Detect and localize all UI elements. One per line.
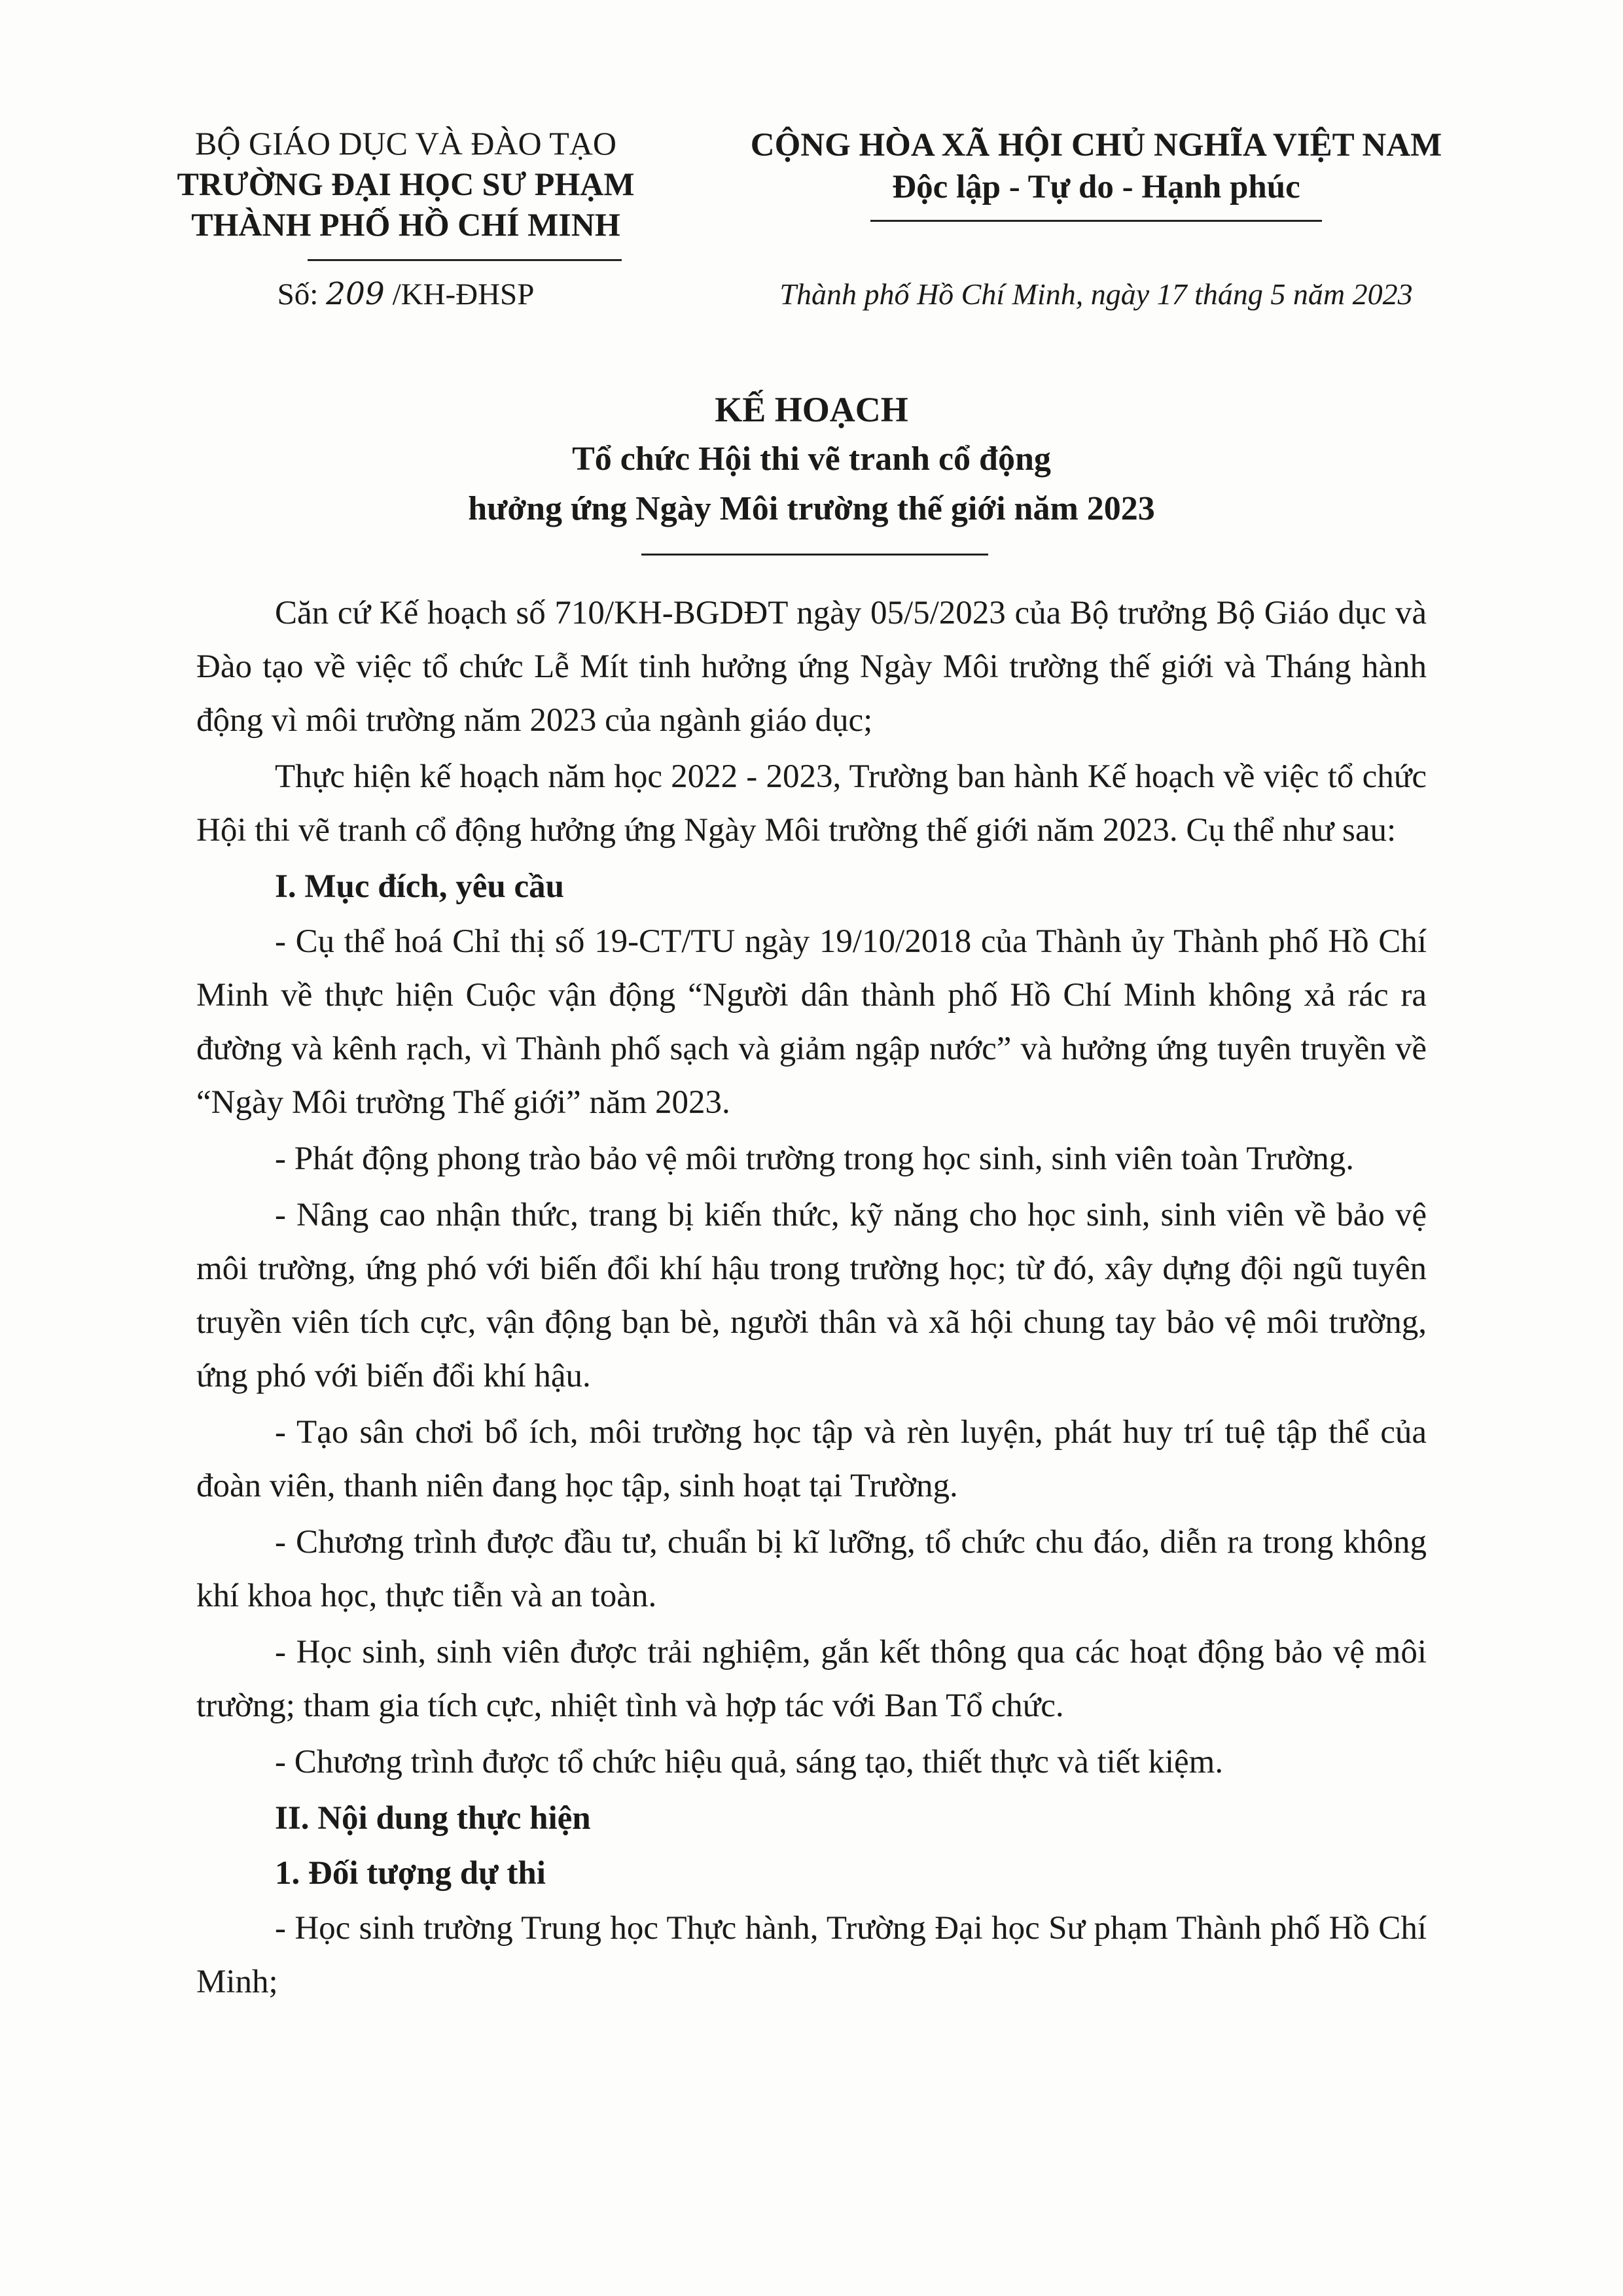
document-number-prefix: Số:: [277, 277, 327, 311]
issuer-underline: [308, 259, 622, 261]
date-prefix: Thành phố Hồ Chí Minh, ngày: [779, 277, 1157, 311]
bullet-item: - Cụ thể hoá Chỉ thị số 19-CT/TU ngày 19/10/2018 của Thành ủy Thành phố Hồ Chí Minh về thực hiện Cuộc vận động “Người dân thành phố Hồ Chí Minh không xả rác ra đường và kênh rạch, vì Thành phố sạch và giảm ngập nước” và hưởng ứng tuyên truyền về “Ngày Môi trường Thế giới” năm 2023.: [196, 923, 1427, 1121]
school-name-line1: TRƯỜNG ĐẠI HỌC SƯ PHẠM: [177, 166, 635, 202]
bullet-item: - Chương trình được tổ chức hiệu quả, sáng tạo, thiết thực và tiết kiệm.: [275, 1744, 1224, 1780]
bullet-item: - Học sinh, sinh viên được trải nghiệm, gắn kết thông qua các hoạt động bảo vệ môi trường; tham gia tích cực, nhiệt tình và hợp tác với Ban Tổ chức.: [196, 1634, 1427, 1724]
motto-underline: [870, 220, 1322, 222]
title-sub-1: Tổ chức Hội thi vẽ tranh cổ động: [572, 440, 1051, 478]
subsection-heading-participants: 1. Đối tượng dự thi: [275, 1855, 546, 1892]
section-heading-purpose: I. Mục đích, yêu cầu: [275, 868, 565, 905]
school-name-line2: THÀNH PHỐ HỒ CHÍ MINH: [191, 206, 620, 243]
bullet-item: - Phát động phong trào bảo vệ môi trường trong học sinh, sinh viên toàn Trường.: [275, 1140, 1355, 1177]
national-header: [740, 124, 1453, 208]
paragraph-implementation: Thực hiện kế hoạch năm học 2022 - 2023, Trường ban hành Kế hoạch về việc tổ chức Hội thi vẽ tranh cổ động hưởng ứng Ngày Môi trường thế giới năm 2023. Cụ thể như sau:: [196, 758, 1427, 849]
bullet-item: - Nâng cao nhận thức, trang bị kiến thức, kỹ năng cho học sinh, sinh viên về bảo vệ môi trường, ứng phó với biến đổi khí hậu trong trường học; từ đó, xây dựng đội ngũ tuyên truyền viên tích cực, vận động bạn bè, người thân và xã hội chung tay bảo vệ môi trường, ứng phó với biến đổi khí hậu.: [196, 1197, 1427, 1394]
section-heading-content: II. Nội dung thực hiện: [275, 1800, 591, 1837]
title-underline: [641, 554, 988, 556]
republic-name: CỘNG HÒA XÃ HỘI CHỦ NGHĨA VIỆT NAM: [750, 127, 1442, 164]
document-title: [196, 385, 1427, 534]
national-motto: Độc lập - Tự do - Hạnh phúc: [892, 169, 1300, 205]
bullet-item: - Chương trình được đầu tư, chuẩn bị kĩ lưỡng, tổ chức chu đáo, diễn ra trong không khí khoa học, thực tiễn và an toàn.: [196, 1524, 1427, 1614]
paragraph-basis: Căn cứ Kế hoạch số 710/KH-BGDĐT ngày 05/5/2023 của Bộ trưởng Bộ Giáo dục và Đào tạo về việc tổ chức Lễ Mít tinh hưởng ứng Ngày Môi trường thế giới và Tháng hành động vì môi trường năm 2023 của ngành giáo dục;: [196, 595, 1427, 739]
date-day: 17: [1156, 277, 1187, 311]
bullet-item: - Học sinh trường Trung học Thực hành, Trường Đại học Sư phạm Thành phố Hồ Chí Minh;: [196, 1910, 1427, 2000]
title-main: KẾ HOẠCH: [715, 390, 908, 429]
document-body: [196, 586, 1427, 2011]
document-number-suffix: /KH-ĐHSP: [384, 277, 535, 311]
document-number-handwritten: 209: [326, 276, 385, 312]
date-suffix: tháng 5 năm 2023: [1186, 277, 1413, 311]
title-sub-2: hưởng ứng Ngày Môi trường thế giới năm 2023: [468, 490, 1155, 527]
ministry-name: BỘ GIÁO DỤC VÀ ĐÀO TẠO: [195, 125, 616, 162]
document-number: [144, 275, 668, 314]
bullet-item: - Tạo sân chơi bổ ích, môi trường học tập và rèn luyện, phát huy trí tuệ tập thể của đoàn viên, thanh niên đang học tập, sinh hoạt tại Trường.: [196, 1414, 1427, 1504]
issuer-block: [144, 123, 668, 245]
date-line: [740, 275, 1453, 314]
